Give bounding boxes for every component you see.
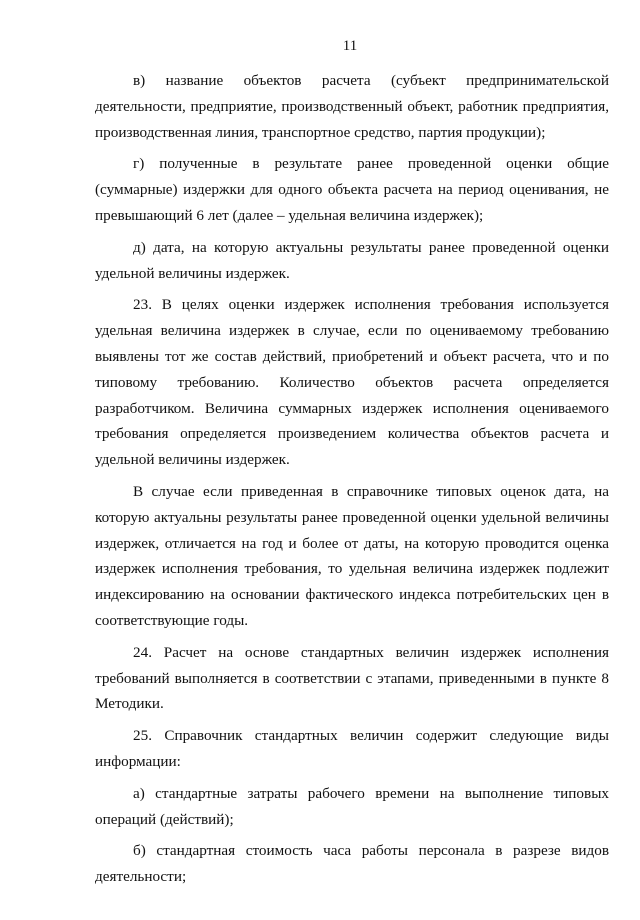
paragraph-clause-23: 23. В целях оценки издержек исполнения требования используется удельная величина издержек в случае, если по оцениваемому требованию выявлены тот же состав действий, приобретений и объект расчета, что и по типовому требованию. Количество объектов расчета определяется разработчиком. Величина суммарных издержек исполнения оцениваемого требования определяется произведением количества объектов расчета и удельной величины издержек. bbox=[95, 296, 609, 469]
page-number: 11 bbox=[342, 38, 358, 54]
paragraph-clause-24: 24. Расчет на основе стандартных величин издержек исполнения требований выполняется в соответствии с этапами, приведенными в пункте 8 Методики. bbox=[95, 643, 609, 713]
paragraph-item-a: а) стандартные затраты рабочего времени на выполнение типовых операций (действий); bbox=[95, 784, 609, 828]
paragraph-item-d: д) дата, на которую актуальны результаты ранее проведенной оценки удельной величины издержек. bbox=[95, 238, 609, 282]
paragraph-item-v: в) название объектов расчета (субъект предпринимательской деятельности, предприятие, производственный объект, работник предприятия, производственная линия, транспортное средство, партия продукции); bbox=[95, 72, 609, 141]
paragraph-indexation: В случае если приведенная в справочнике типовых оценок дата, на которую актуальны результаты ранее проведенной оценки удельной величины издержек, отличается на год и более от даты, на которую проводится оценка издержек исполнения требования, то удельная величина издержек подлежит индексированию на основании фактического индекса потребительских цен в соответствующие годы. bbox=[95, 482, 609, 629]
paragraph-item-b: б) стандартная стоимость часа работы персонала в разрезе видов деятельности; bbox=[95, 842, 609, 886]
document-body bbox=[95, 68, 609, 896]
paragraph-item-g: г) полученные в результате ранее проведенной оценки общие (суммарные) издержки для одного объекта расчета на период оценивания, не превышающий 6 лет (далее – удельная величина издержек); bbox=[95, 155, 609, 224]
paragraph-clause-25: 25. Справочник стандартных величин содержит следующие виды информации: bbox=[95, 727, 609, 770]
